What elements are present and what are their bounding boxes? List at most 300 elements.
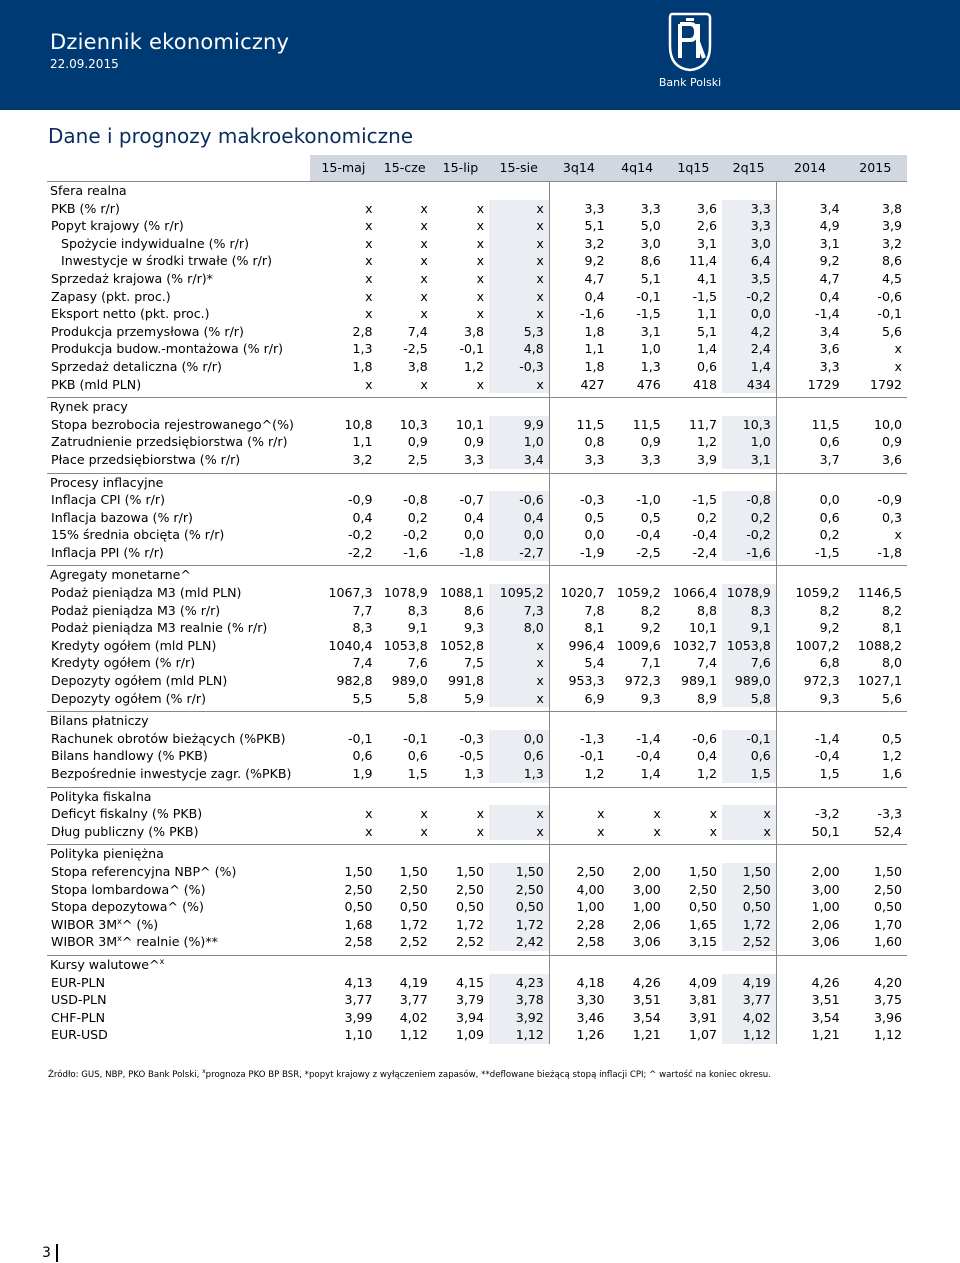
section-empty-cell: [310, 712, 377, 730]
table-cell: 3,46: [576, 1009, 605, 1025]
section-label-text: Kursy walutowe^: [50, 956, 160, 972]
table-cell: 0,2: [697, 509, 718, 525]
section-label-text: Polityka pieniężna: [50, 846, 164, 862]
table-cell: 7,8: [584, 602, 605, 618]
table-row: [47, 974, 907, 992]
table-cell: 1078,9: [383, 585, 428, 601]
table-cell: 0,0: [584, 527, 605, 543]
section-row: [47, 398, 907, 416]
row-label-text: PKB (% r/r): [51, 200, 120, 216]
table-cell: x: [722, 805, 776, 823]
section-empty-cell: [845, 182, 907, 200]
table-cell: 1,72: [489, 916, 549, 934]
section-label-text: Sfera realna: [50, 183, 127, 198]
table-cell: x: [489, 270, 549, 288]
table-row: [47, 881, 907, 899]
table-cell: 0,50: [722, 898, 776, 916]
table-cell: 0,50: [689, 899, 718, 915]
row-label-text: Eksport netto (pkt. proc.): [51, 306, 210, 322]
table-cell: x: [489, 805, 549, 823]
table-cell: 3,94: [455, 1009, 485, 1025]
row-label: [47, 416, 310, 434]
section-empty-cell: [378, 398, 433, 416]
table-cell: 1,4: [722, 358, 776, 376]
table-cell: x: [365, 218, 373, 234]
table-cell: 5,6: [881, 323, 902, 339]
table-cell: -0,4: [636, 748, 661, 764]
table-cell: 4,19: [399, 974, 428, 990]
table-cell: 4,26: [811, 974, 840, 990]
row-label-text: Kredyty ogółem (mld PLN): [51, 637, 217, 653]
table-cell: 1,21: [632, 1027, 661, 1043]
table-cell: x: [597, 806, 605, 822]
table-cell: 4,23: [489, 974, 549, 992]
table-cell: 1,5: [819, 766, 840, 781]
table-cell: -0,8: [403, 492, 428, 508]
table-cell: -1,6: [403, 544, 428, 560]
table-cell: 0,9: [640, 434, 661, 450]
table-cell: -0,9: [877, 492, 902, 508]
table-cell: 0,0: [819, 492, 840, 508]
table-cell: 3,2: [352, 451, 373, 467]
table-cell: x: [489, 305, 549, 323]
table-cell: 9,2: [819, 620, 840, 636]
row-label-text: CHF-PLN: [51, 1009, 106, 1025]
section-empty-cell: [666, 566, 722, 584]
column-header: 15-cze: [378, 155, 433, 182]
table-cell: -0,6: [489, 491, 549, 509]
row-label-text: Płace przedsiębiorstwa (% r/r): [51, 451, 241, 467]
section-empty-cell: [433, 398, 489, 416]
column-header: 2015: [845, 155, 907, 182]
section-empty-cell: [433, 182, 489, 200]
table-cell: 10,0: [873, 416, 902, 432]
column-header: 2q15: [722, 155, 776, 182]
table-cell: -3,3: [877, 806, 902, 822]
footnote-superscript: x: [202, 1068, 206, 1075]
table-cell: 3,6: [697, 200, 718, 216]
table-cell: 1,3: [489, 765, 549, 783]
table-cell: 2,06: [811, 916, 840, 932]
table-cell: 5,6: [881, 690, 902, 706]
section-empty-cell: [845, 398, 907, 416]
row-label-text: Rachunek obrotów bieżących (%PKB): [51, 730, 286, 746]
table-cell: 3,4: [819, 200, 840, 216]
table-cell: x: [489, 690, 549, 708]
table-row: [47, 1026, 907, 1044]
table-cell: 1,50: [344, 863, 373, 879]
table-row: [47, 863, 907, 881]
table-cell: -0,3: [489, 358, 549, 376]
row-label-text: Podaż pieniądza M3 (mld PLN): [51, 585, 242, 601]
row-label-text: Kredyty ogółem (% r/r): [51, 655, 196, 671]
table-cell: 1053,8: [383, 637, 428, 653]
table-cell: 1729: [807, 376, 840, 392]
table-cell: 4,9: [819, 218, 840, 234]
table-cell: 3,75: [873, 992, 902, 1008]
newsletter-title: Dziennik ekonomiczny: [50, 30, 290, 54]
table-row: [47, 340, 907, 358]
table-row: [47, 823, 907, 841]
row-label-text: Depozyty ogółem (mld PLN): [51, 673, 228, 689]
table-cell: 2,52: [722, 933, 776, 951]
section-label-sup: x: [159, 956, 165, 966]
table-cell: 1078,9: [722, 584, 776, 602]
table-cell: 1792: [869, 376, 902, 392]
section-empty-cell: [549, 712, 609, 730]
table-cell: 8,3: [352, 620, 373, 636]
table-cell: 9,3: [640, 690, 661, 706]
section-empty-cell: [845, 712, 907, 730]
table-row: [47, 1009, 907, 1027]
table-cell: -0,6: [877, 288, 902, 304]
table-cell: 3,77: [722, 991, 776, 1009]
table-cell: 1,21: [811, 1027, 840, 1043]
section-empty-cell: [845, 787, 907, 805]
table-row: [47, 451, 907, 469]
table-cell: 3,1: [722, 451, 776, 469]
table-row: [47, 898, 907, 916]
header-blank-cell: [47, 155, 310, 182]
row-label: [47, 235, 310, 253]
table-cell: 1,72: [399, 916, 428, 932]
table-cell: 0,4: [489, 509, 549, 527]
section-empty-cell: [610, 712, 666, 730]
row-label: [47, 805, 310, 823]
table-cell: 1,00: [632, 899, 661, 915]
table-cell: 1,5: [722, 765, 776, 783]
table-cell: 1,26: [576, 1027, 605, 1043]
table-cell: -0,1: [722, 730, 776, 748]
section-empty-cell: [549, 845, 609, 863]
table-cell: x: [420, 306, 428, 322]
table-cell: 0,6: [819, 509, 840, 525]
table-cell: 3,3: [584, 200, 605, 216]
row-label-text: Inwestycje w środki trwałe (% r/r): [61, 253, 272, 269]
table-cell: 9,3: [819, 690, 840, 706]
row-label: [47, 991, 310, 1009]
table-cell: 5,5: [352, 690, 373, 706]
table-row: [47, 730, 907, 748]
section-empty-cell: [666, 845, 722, 863]
table-cell: x: [489, 823, 549, 841]
table-cell: 3,96: [873, 1009, 902, 1025]
table-cell: 3,78: [489, 991, 549, 1009]
table-cell: 982,8: [336, 673, 373, 689]
row-label-text: Podaż pieniądza M3 (% r/r): [51, 602, 221, 618]
table-cell: x: [365, 200, 373, 216]
table-row: [47, 491, 907, 509]
table-cell: 989,0: [722, 672, 776, 690]
table-cell: 3,77: [344, 992, 373, 1008]
table-row: [47, 217, 907, 235]
row-label: [47, 637, 310, 655]
table-cell: 7,4: [407, 323, 428, 339]
table-cell: -2,5: [403, 341, 428, 357]
row-label: [47, 491, 310, 509]
row-label-rest: ^ realnie (%)**: [121, 934, 218, 950]
table-cell: x: [365, 253, 373, 269]
table-cell: 4,09: [689, 974, 718, 990]
table-cell: -0,1: [403, 730, 428, 746]
table-cell: 3,00: [632, 881, 661, 897]
table-cell: 3,9: [881, 218, 902, 234]
row-label: [47, 602, 310, 620]
table-cell: 3,79: [455, 992, 485, 1008]
table-cell: x: [489, 288, 549, 306]
table-cell: -0,3: [459, 730, 485, 746]
publication-date: 22.09.2015: [50, 57, 119, 71]
table-cell: 2,6: [697, 218, 718, 234]
table-cell: 1,07: [689, 1027, 718, 1043]
section-empty-cell: [378, 787, 433, 805]
table-cell: x: [709, 823, 718, 839]
table-cell: x: [476, 288, 485, 304]
section-empty-cell: [310, 566, 377, 584]
table-cell: 434: [722, 376, 776, 394]
table-cell: x: [420, 288, 428, 304]
table-cell: 0,0: [722, 305, 776, 323]
table-cell: 1,50: [399, 863, 428, 879]
section-empty-cell: [722, 845, 776, 863]
table-cell: x: [476, 806, 485, 822]
table-cell: 1,50: [489, 863, 549, 881]
table-cell: 1,50: [873, 863, 902, 879]
table-header: [47, 155, 907, 182]
table-cell: 9,2: [584, 253, 605, 269]
table-cell: 2,50: [873, 881, 902, 897]
table-row: [47, 270, 907, 288]
table-cell: x: [597, 823, 605, 839]
table-cell: 3,2: [881, 235, 902, 251]
table-cell: x: [420, 235, 428, 251]
table-cell: 4,7: [584, 270, 605, 286]
table-cell: x: [489, 235, 549, 253]
table-cell: 8,2: [881, 602, 902, 618]
table-cell: 2,00: [811, 863, 840, 879]
table-cell: -2,7: [489, 544, 549, 562]
table-cell: 0,2: [819, 527, 840, 543]
table-cell: 1,1: [352, 434, 373, 450]
table-cell: 1,2: [697, 434, 718, 450]
section-empty-cell: [549, 398, 609, 416]
table-row: [47, 544, 907, 562]
section-label: [47, 182, 310, 200]
table-cell: 7,4: [352, 655, 373, 671]
table-cell: 8,8: [697, 602, 718, 618]
table-cell: 3,4: [489, 451, 549, 469]
table-cell: -1,4: [815, 306, 840, 322]
table-cell: 1,8: [352, 358, 373, 374]
table-cell: 1,4: [640, 766, 661, 781]
table-cell: 8,0: [489, 619, 549, 637]
row-label-text: Sprzedaż krajowa (% r/r)*: [51, 270, 213, 286]
table-cell: 2,42: [489, 933, 549, 951]
table-cell: 9,1: [407, 620, 428, 636]
row-label-text: WIBOR 3M: [51, 934, 118, 950]
column-header: 3q14: [549, 155, 609, 182]
table-cell: 2,50: [344, 881, 373, 897]
section-empty-cell: [845, 955, 907, 973]
table-cell: 10,3: [722, 416, 776, 434]
table-cell: 5,0: [640, 218, 661, 234]
table-cell: x: [653, 823, 661, 839]
section-empty-cell: [776, 182, 844, 200]
table-cell: -1,5: [815, 544, 840, 560]
table-cell: 11,5: [576, 416, 605, 432]
section-empty-cell: [610, 398, 666, 416]
table-cell: 0,0: [489, 526, 549, 544]
table-cell: 0,4: [352, 509, 373, 525]
section-empty-cell: [489, 845, 549, 863]
table-cell: 1,3: [352, 341, 373, 357]
table-cell: 4,18: [576, 974, 605, 990]
section-empty-cell: [776, 566, 844, 584]
table-cell: 1,12: [489, 1026, 549, 1044]
table-cell: x: [420, 253, 428, 269]
table-cell: 3,3: [584, 451, 605, 467]
row-label-text: Stopa bezrobocia rejestrowanego^(%): [51, 416, 294, 432]
row-label-text: Podaż pieniądza M3 realnie (% r/r): [51, 620, 268, 636]
table-cell: 0,9: [881, 434, 902, 450]
table-cell: 5,3: [489, 323, 549, 341]
table-cell: 1,65: [689, 916, 718, 932]
table-cell: 1,72: [455, 916, 485, 932]
table-row: [47, 584, 907, 602]
table-row: [47, 991, 907, 1009]
table-row: [47, 526, 907, 544]
table-cell: 3,9: [697, 451, 718, 467]
section-empty-cell: [489, 182, 549, 200]
section-empty-cell: [310, 473, 377, 491]
row-label-text: Produkcja budow.-montażowa (% r/r): [51, 341, 284, 357]
section-empty-cell: [378, 566, 433, 584]
table-cell: x: [420, 823, 428, 839]
section-empty-cell: [845, 566, 907, 584]
table-cell: 3,00: [811, 881, 840, 897]
table-cell: -0,2: [722, 526, 776, 544]
table-cell: x: [489, 376, 549, 394]
table-row: [47, 747, 907, 765]
section-row: [47, 566, 907, 584]
row-label-text: Zatrudnienie przedsiębiorstwa (% r/r): [51, 434, 288, 450]
table-cell: 989,0: [391, 673, 428, 689]
table-cell: 3,3: [640, 200, 661, 216]
row-label: [47, 340, 310, 358]
table-cell: 1,68: [344, 916, 373, 932]
table-cell: 0,6: [819, 434, 840, 450]
table-cell: 3,81: [689, 992, 718, 1008]
table-cell: 5,8: [407, 690, 428, 706]
section-empty-cell: [310, 845, 377, 863]
row-label-text: Inflacja bazowa (% r/r): [51, 509, 193, 525]
table-cell: 1,4: [697, 341, 718, 357]
section-empty-cell: [433, 712, 489, 730]
section-empty-cell: [489, 473, 549, 491]
table-cell: 1088,1: [439, 585, 485, 601]
table-cell: x: [476, 270, 485, 286]
table-cell: 4,15: [455, 974, 485, 990]
table-cell: 1,0: [722, 433, 776, 451]
table-cell: 0,0: [464, 527, 485, 543]
table-cell: 0,0: [489, 730, 549, 748]
section-empty-cell: [722, 473, 776, 491]
table-cell: 3,54: [811, 1009, 840, 1025]
table-cell: 3,3: [464, 451, 485, 467]
table-cell: 0,5: [584, 509, 605, 525]
section-empty-cell: [666, 398, 722, 416]
table-cell: -1,6: [722, 544, 776, 562]
table-cell: 3,1: [640, 323, 661, 339]
section-empty-cell: [549, 566, 609, 584]
section-empty-cell: [610, 845, 666, 863]
row-label-text: Inflacja CPI (% r/r): [51, 492, 165, 508]
table-row: [47, 252, 907, 270]
table-cell: 0,8: [584, 434, 605, 450]
table-cell: 989,1: [681, 673, 718, 689]
table-cell: 1,00: [576, 899, 605, 915]
table-cell: -0,4: [815, 748, 840, 764]
section-empty-cell: [722, 566, 776, 584]
table-cell: 1,12: [873, 1027, 902, 1043]
table-cell: 3,06: [632, 934, 661, 950]
table-cell: -2,4: [692, 544, 718, 560]
table-cell: 4,02: [722, 1009, 776, 1027]
table-cell: -1,4: [636, 730, 661, 746]
table-cell: 2,4: [722, 340, 776, 358]
table-cell: 3,91: [689, 1009, 718, 1025]
row-label-text: Depozyty ogółem (% r/r): [51, 690, 206, 706]
table-cell: 7,5: [464, 655, 485, 671]
table-cell: 1,2: [584, 766, 605, 781]
table-cell: 3,51: [811, 992, 840, 1008]
row-label: [47, 217, 310, 235]
table-cell: x: [653, 806, 661, 822]
table-cell: 8,2: [640, 602, 661, 618]
table-cell: 0,50: [489, 898, 549, 916]
table-cell: 1,8: [584, 323, 605, 339]
table-cell: -1,4: [815, 730, 840, 746]
section-row: [47, 473, 907, 491]
row-label: [47, 323, 310, 341]
table-cell: 3,5: [722, 270, 776, 288]
table-cell: 7,4: [697, 655, 718, 671]
table-cell: x: [476, 235, 485, 251]
table-cell: 2,5: [407, 451, 428, 467]
section-empty-cell: [666, 955, 722, 973]
section-row: [47, 787, 907, 805]
table-cell: -0,1: [459, 341, 485, 357]
table-body: [47, 182, 907, 1044]
table-cell: 1067,3: [328, 585, 373, 601]
table-cell: 1027,1: [857, 673, 902, 689]
row-label: [47, 619, 310, 637]
table-row: [47, 323, 907, 341]
table-cell: 1009,6: [616, 637, 661, 653]
row-label-text: EUR-PLN: [51, 974, 105, 990]
table-cell: 1032,7: [672, 637, 718, 653]
section-empty-cell: [776, 845, 844, 863]
table-cell: -1,8: [459, 544, 485, 560]
table-cell: 3,30: [576, 992, 605, 1008]
table-cell: 2,50: [489, 881, 549, 899]
row-label-text: 15% średnia obcięta (% r/r): [51, 527, 225, 543]
section-label-text: Rynek pracy: [50, 399, 128, 415]
table-cell: -0,7: [459, 492, 485, 508]
row-label-text: Bilans handlowy (% PKB): [51, 748, 208, 764]
section-label: [47, 398, 310, 416]
table-cell: 0,4: [697, 748, 718, 764]
